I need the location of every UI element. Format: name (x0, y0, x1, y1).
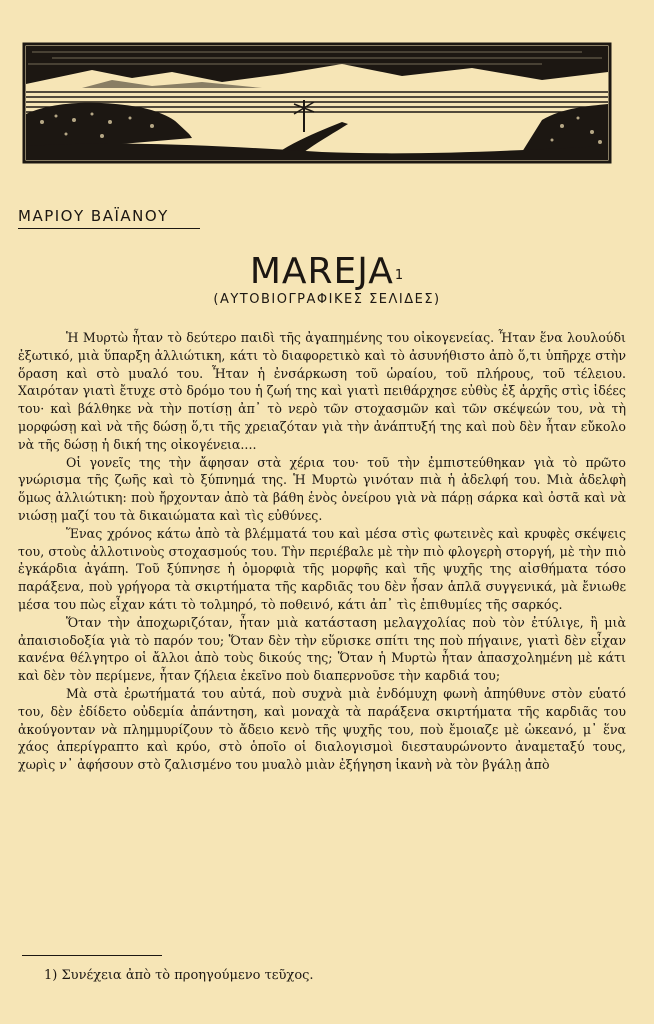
footnote: 1) Συνέχεια ἀπὸ τὸ προηγούμενο τεῦχος. (44, 968, 314, 983)
article-subtitle: (ΑΥΤΟΒΙΟΓΡΑΦΙΚΕΣ ΣΕΛΙΔΕΣ) (213, 292, 441, 307)
article-body (18, 329, 626, 774)
author-name: ΜΑΡΙΟΥ ΒΑΪΑΝΟΥ (18, 207, 169, 225)
paragraph: Μὰ στὰ ἐρωτήματά του αὐτά, ποὺ συχνὰ μιὰ ἐνδόμυχη φωνὴ ἀπηύθυνε στὸν εὑατό του, δὲν ἐδίδετο οὐδεμία ἀπάντηση, καὶ μοναχὰ τὰ παράξενα σκιρτήματα τῆς καρδιᾶς του ἀκούγονταν νὰ πλημμυρίζουν τὸ ἄδειο κενὸ τῆς ψυχῆς του, ποὺ ἔμοιαζε μὲ ὠκεανό, μ᾿ ἕνα χάος ἀπερίγραπτο καὶ κρύο, στὸ ὁποῖο οἱ διαλογισμοὶ διεσταυρώνοντο ἀναμεταξύ τους, χωρὶς ν᾿ ἀφήσουν στὸ ζαλισμένο του μυαλὸ μιὰν ἐξήγηση ἱκανὴ νὰ τὸν βγάλῃ ἀπὸ (18, 685, 626, 773)
paragraph: Οἱ γονεῖς της τὴν ἄφησαν στὰ χέρια του· τοῦ τὴν ἐμπιστεύθηκαν γιὰ τὸ πρῶτο γνώρισμα τῆς ζωῆς καὶ τὸ ξύπνημά της. Ἡ Μυρτὼ γινόταν πιὰ ἡ ἀδελφή του. Μιὰ ἀδελφὴ ὅμως ἀλλιώτικη: ποὺ ἤρχονταν ἀπὸ τὰ βάθη ἑνὸς ὀνείρου γιὰ νὰ πάρῃ σάρκα καὶ ὀστᾶ καὶ νὰ νιώσῃ μαζί του τὰ δικαιώματα καὶ τὶς εὐθύνες. (18, 454, 626, 523)
footnote-divider (22, 955, 162, 956)
paragraph: Ὅταν τὴν ἀποχωριζόταν, ἦταν μιὰ κατάσταση μελαγχολίας ποὺ τὸν ἐτύλιγε, ἢ μιὰ ἀπαισιοδοξία γιὰ τὸ παρόν του; Ὅταν δὲν τὴν εὕρισκε σπίτι της ποὺ πήγαινε, γιατὶ δὲν εἶχαν κανένα θέλγητρο οἱ ἄλλοι ἀπὸ τοὺς δικούς της; Ὅταν ἡ Μυρτὼ ἦταν ἀπασχολημένη μὲ κάτι καὶ δὲν τὸν περίμενε, ἦταν ζήλεια ἐκεῖνο ποὺ διαπερνοῦσε τὴν καρδιά του; (18, 614, 626, 684)
paragraph: Ἡ Μυρτὼ ἦταν τὸ δεύτερο παιδὶ τῆς ἀγαπημένης του οἰκογενείας. Ἦταν ἕνα λουλούδι ἐξωτικό, μιὰ ὕπαρξη ἀλλιώτικη, κάτι τὸ διαφορετικὸ καὶ τὸ ἀσυνήθιστο ἀπὸ ὅ,τι ὑπῆρχε στὴν ὅραση καὶ στὸ μυαλό του. Ἦταν ἡ ἐνσάρκωση τοῦ ὡραίου, τοῦ πλήρους, τοῦ τέλειου. Χαιρόταν γιατὶ ἔτυχε στὸ δρόμο του ἡ ζωή της καὶ γιατὶ πειθάρχησε εὐθὺς ἐξ ἀρχῆς στὶς ἰδέες του· καὶ βάλθηκε νὰ τὴν ποτίσῃ ἀπ᾿ τὸ νερὸ τῶν στοχασμῶν καὶ τῶν σκέψεών του, νὰ τὴ μορφώσῃ καὶ νὰ τῆς δώσῃ ὅ,τι τῆς χρειαζόταν γιὰ τὴν ἀνάπτυξή της καὶ ποὺ δὲν ἦταν εὔκολο νὰ τῆς δώσῃ ἡ δική της οἰκογένεια.... (18, 330, 626, 452)
author-underline (18, 228, 200, 229)
article-title (0, 252, 654, 292)
paragraph: Ἕνας χρόνος κάτω ἀπὸ τὰ βλέμματά του καὶ μέσα στὶς φωτεινὲς καὶ κρυφὲς σκέψεις του, στοὺς ἀλλοτινοὺς στοχασμούς του. Τὴν περιέβαλε μὲ τὴν πιὸ φλογερὴ στοργή, μὲ τὴν πιὸ ἐγκάρδια ἀγάπη. Τοῦ ξύπνησε ἡ ὀμορφιὰ τῆς μορφῆς καὶ τῆς ψυχῆς της αἰσθήματα τόσο παράξενα, ποὺ γρήγορα τὰ σκιρτήματα τῆς καρδιᾶς του δὲν ἦσαν ἁπλᾶ συγγενικά, μὰ ἔνιωθε μέσα του πὼς εἶχαν κάτι τὸ τολμηρό, τὸ ποθεινό, κάτι ἀπ᾿ τὶς ἐπιθυμίες τῆς σαρκός. (18, 525, 626, 612)
footnote-marker: 1 (394, 268, 405, 283)
landscape-woodcut-illustration (22, 42, 612, 164)
article-title-text: MAREJA (249, 251, 394, 292)
